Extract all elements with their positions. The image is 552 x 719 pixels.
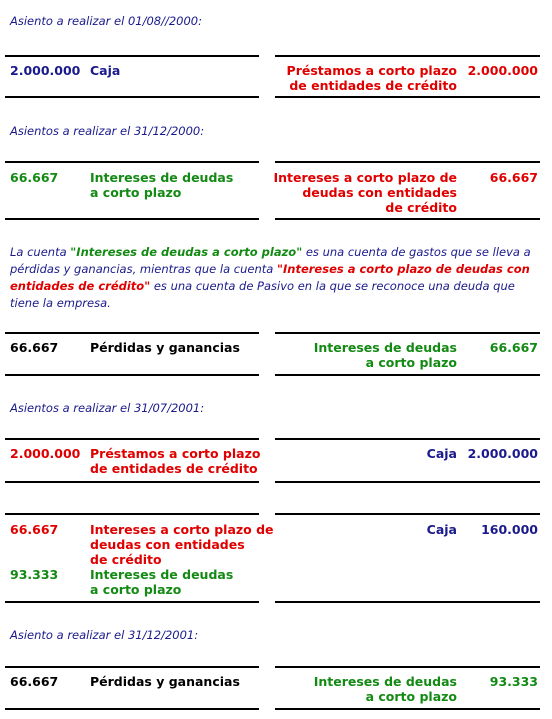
credit-account: Préstamos a corto plazo de entidades de crédito xyxy=(286,63,457,93)
entry-heading-6: Asiento a realizar el 31/12/2001: xyxy=(10,628,199,642)
ledger-line xyxy=(275,481,540,483)
debit-amount: 66.667 xyxy=(10,170,59,185)
ledger-line xyxy=(5,438,259,440)
debit-amount: 93.333 xyxy=(10,567,59,582)
entry-heading-4: Asientos a realizar el 31/07/2001: xyxy=(10,401,205,415)
debit-amount: 2.000.000 xyxy=(10,446,81,461)
credit-account: Intereses de deudas a corto plazo xyxy=(313,674,457,704)
credit-amount: 2.000.000 xyxy=(467,446,538,461)
ledger-line xyxy=(275,374,540,376)
credit-account: Intereses a corto plazo de deudas con entidades de crédito xyxy=(273,170,457,215)
entry-heading-2: Asientos a realizar el 31/12/2000: xyxy=(10,124,205,138)
debit-amount: 2.000.000 xyxy=(10,63,81,78)
credit-account: Caja xyxy=(426,522,457,537)
entry-heading-1: Asiento a realizar el 01/08//2000: xyxy=(10,14,202,28)
ledger-line xyxy=(5,513,259,515)
debit-account: Pérdidas y ganancias xyxy=(90,340,240,355)
ledger-line xyxy=(275,96,540,98)
debit-account: Intereses de deudas a corto plazo xyxy=(90,170,234,200)
debit-account: Préstamos a corto plazo de entidades de crédito xyxy=(90,446,261,476)
ledger-line xyxy=(5,332,259,334)
ledger-line xyxy=(275,332,540,334)
ledger-line xyxy=(5,708,259,710)
ledger-line xyxy=(275,666,540,668)
credit-amount: 93.333 xyxy=(489,674,538,689)
debit-account: Pérdidas y ganancias xyxy=(90,674,240,689)
debit-amount: 66.667 xyxy=(10,340,59,355)
debit-amount: 66.667 xyxy=(10,522,59,537)
ledger-line xyxy=(5,481,259,483)
ledger-line xyxy=(5,218,259,220)
debit-amount: 66.667 xyxy=(10,674,59,689)
credit-account: Intereses de deudas a corto plazo xyxy=(313,340,457,370)
debit-account: Intereses de deudas a corto plazo xyxy=(90,567,234,597)
ledger-line xyxy=(5,55,259,57)
ledger-line xyxy=(275,218,540,220)
ledger-line xyxy=(275,513,540,515)
credit-amount: 160.000 xyxy=(481,522,538,537)
credit-amount: 66.667 xyxy=(489,170,538,185)
ledger-line xyxy=(275,55,540,57)
ledger-line xyxy=(5,601,259,603)
ledger-line xyxy=(5,161,259,163)
debit-account: Intereses a corto plazo de deudas con entidades de crédito xyxy=(90,522,274,567)
ledger-line xyxy=(275,708,540,710)
credit-amount: 66.667 xyxy=(489,340,538,355)
ledger-line xyxy=(275,438,540,440)
ledger-line xyxy=(275,601,540,603)
credit-amount: 2.000.000 xyxy=(467,63,538,78)
ledger-line xyxy=(5,666,259,668)
ledger-line xyxy=(275,161,540,163)
explanation-paragraph: La cuenta "Intereses de deudas a corto plazo" es una cuenta de gastos que se lleva a pérdidas y ganancias, mientras que la cuenta "Intereses a corto plazo de deudas con entidades de crédito" es una cuenta de Pasivo en la que se reconoce una deuda que tiene la empresa. xyxy=(10,245,531,310)
ledger-line xyxy=(5,374,259,376)
ledger-line xyxy=(5,96,259,98)
credit-account: Caja xyxy=(426,446,457,461)
debit-account: Caja xyxy=(90,63,121,78)
